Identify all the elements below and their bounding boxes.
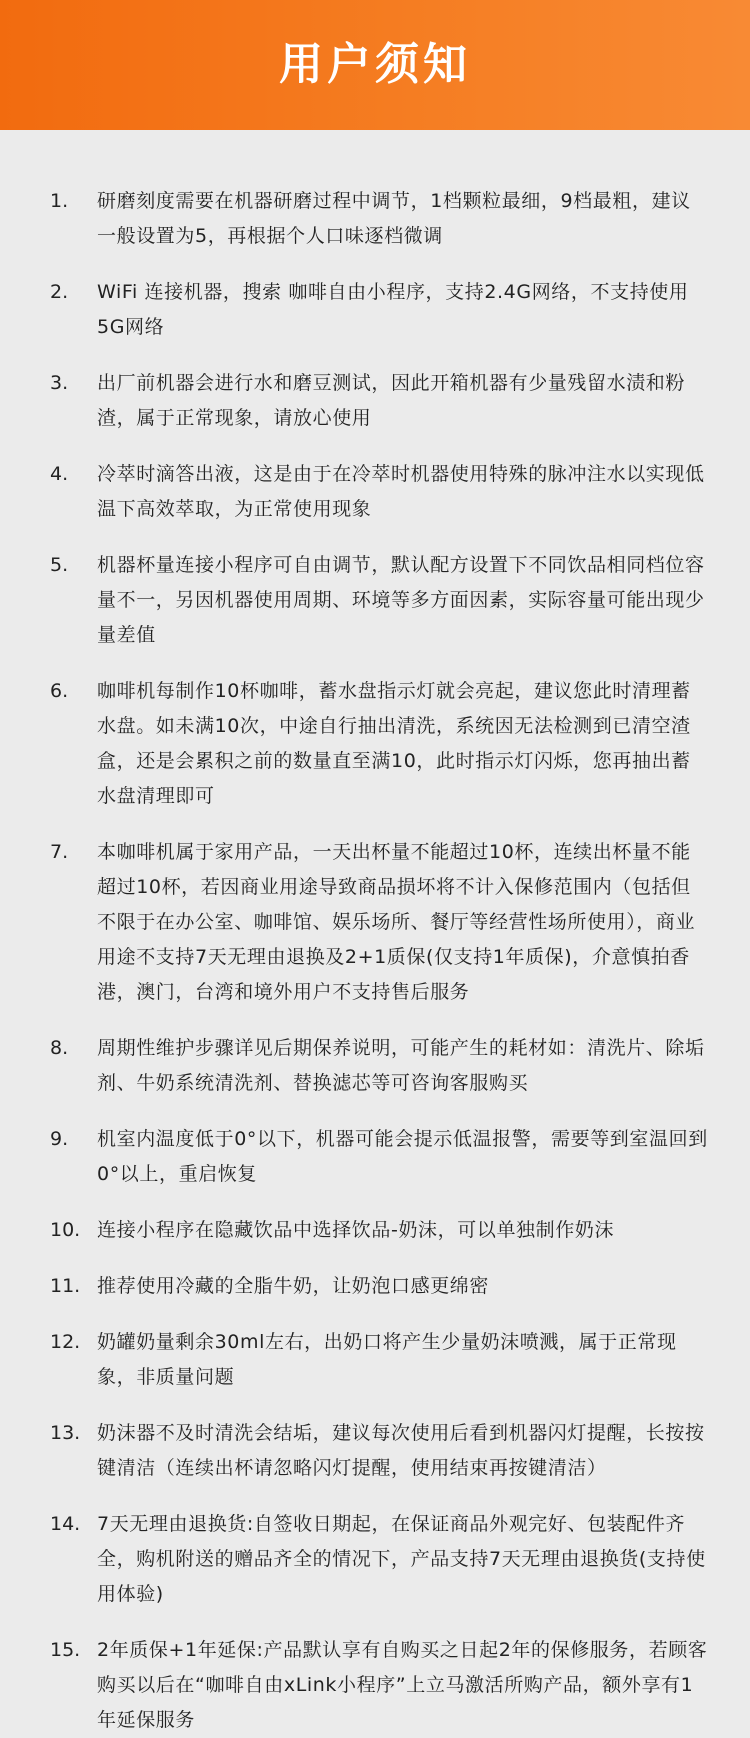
item-text: 奶罐奶量剩余30ml左右，出奶口将产生少量奶沫喷溅，属于正常现象，非质量问题 (97, 1331, 677, 1388)
item-number: 14. (50, 1513, 81, 1535)
list-item (0, 1633, 750, 1738)
item-number: 4. (50, 463, 69, 485)
item-number: 7. (50, 841, 69, 863)
item-text: 本咖啡机属于家用产品，一天出杯量不能超过10杯，连续出杯量不能超过10杯，若因商业用途导致商品损坏将不计入保修范围内（包括但不限于在办公室、咖啡馆、娱乐场所、餐厅等经营性场所使用），商业用途不支持7天无理由退换及2+1质保(仅支持1年质保)，介意慎拍香港，澳门，台湾和境外用户不支持售后服务 (97, 841, 696, 1003)
list-item (0, 275, 750, 345)
list-item (0, 1416, 750, 1486)
item-number: 3. (50, 372, 69, 394)
item-text: 连接小程序在隐藏饮品中选择饮品-奶沫，可以单独制作奶沫 (97, 1219, 615, 1241)
list-item (0, 184, 750, 254)
item-text: 咖啡机每制作10杯咖啡，蓄水盘指示灯就会亮起，建议您此时清理蓄水盘。如未满10次，中途自行抽出清洗，系统因无法检测到已清空渣盒，还是会累积之前的数量直至满10，此时指示灯闪烁，您再抽出蓄水盘清理即可 (97, 680, 691, 807)
page-title: 用户须知 (279, 39, 471, 90)
item-number: 12. (50, 1331, 81, 1353)
notice-list (0, 130, 750, 1738)
list-item (0, 366, 750, 436)
item-text: 周期性维护步骤详见后期保养说明，可能产生的耗材如：清洗片、除垢剂、牛奶系统清洗剂、替换滤芯等可咨询客服购买 (97, 1037, 705, 1094)
item-text: 推荐使用冷藏的全脂牛奶，让奶泡口感更绵密 (97, 1275, 490, 1297)
list-item (0, 1325, 750, 1395)
header-banner (0, 0, 750, 130)
item-number: 8. (50, 1037, 69, 1059)
item-text: 冷萃时滴答出液，这是由于在冷萃时机器使用特殊的脉冲注水以实现低温下高效萃取，为正常使用现象 (97, 463, 705, 520)
item-text: 研磨刻度需要在机器研磨过程中调节，1档颗粒最细，9档最粗，建议一般设置为5，再根据个人口味逐档微调 (97, 190, 691, 247)
item-text: 出厂前机器会进行水和磨豆测试，因此开箱机器有少量残留水渍和粉渣，属于正常现象，请放心使用 (97, 372, 686, 429)
list-item (0, 1031, 750, 1101)
list-item (0, 1122, 750, 1192)
list-item (0, 457, 750, 527)
item-text: 奶沫器不及时清洗会结垢，建议每次使用后看到机器闪灯提醒，长按按键清洁（连续出杯请忽略闪灯提醒，使用结束再按键清洁） (97, 1422, 705, 1479)
item-text: 机器杯量连接小程序可自由调节，默认配方设置下不同饮品相同档位容量不一，另因机器使用周期、环境等多方面因素，实际容量可能出现少量差值 (97, 554, 705, 646)
item-number: 15. (50, 1639, 81, 1661)
item-number: 1. (50, 190, 69, 212)
item-number: 9. (50, 1128, 69, 1150)
item-number: 11. (50, 1275, 81, 1297)
item-number: 10. (50, 1219, 81, 1241)
item-number: 5. (50, 554, 69, 576)
list-item (0, 835, 750, 1010)
item-text: 机室内温度低于0°以下，机器可能会提示低温报警，需要等到室温回到0°以上，重启恢复 (97, 1128, 708, 1185)
list-item (0, 1269, 750, 1304)
item-number: 2. (50, 281, 69, 303)
list-item (0, 1213, 750, 1248)
list-item (0, 1507, 750, 1612)
item-text: WiFi 连接机器，搜索 咖啡自由小程序，支持2.4G网络，不支持使用5G网络 (97, 281, 689, 338)
item-text: 7天无理由退换货:自签收日期起，在保证商品外观完好、包装配件齐全，购机附送的赠品齐全的情况下，产品支持7天无理由退换货(支持使用体验) (97, 1513, 706, 1605)
list-item (0, 674, 750, 814)
item-number: 6. (50, 680, 69, 702)
item-number: 13. (50, 1422, 81, 1444)
item-text: 2年质保+1年延保:产品默认享有自购买之日起2年的保修服务，若顾客购买以后在“咖啡自由xLink小程序”上立马激活所购产品，额外享有1年延保服务 (97, 1639, 708, 1731)
list-item (0, 548, 750, 653)
